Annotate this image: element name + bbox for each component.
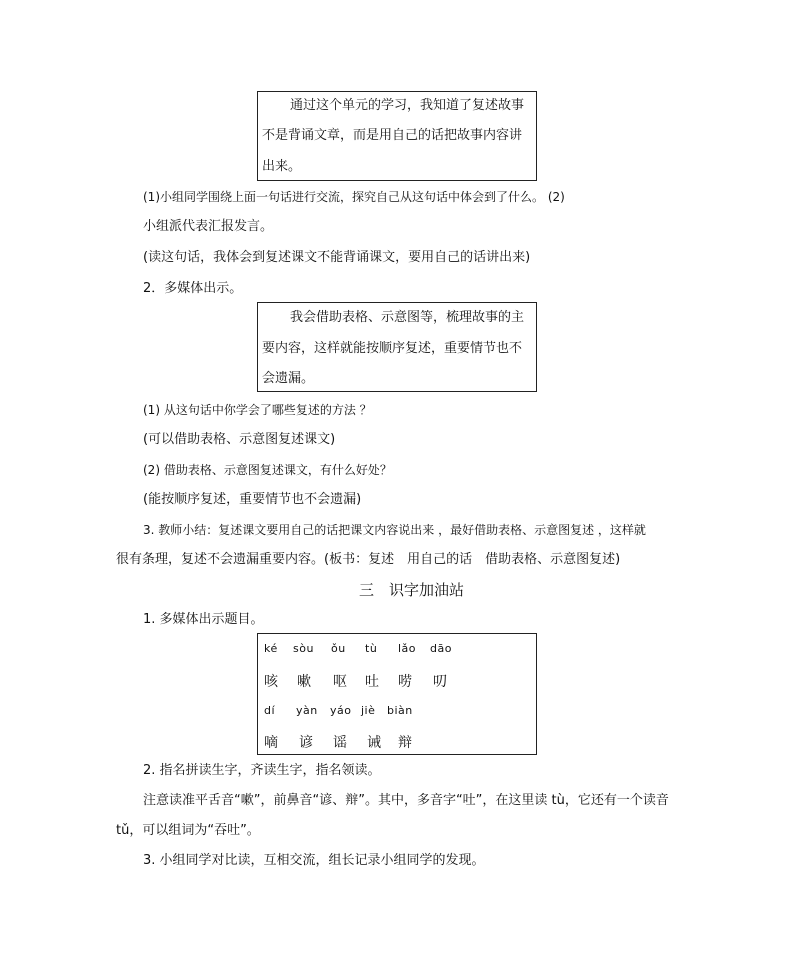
pinyin-item: sòu [293,642,314,655]
hanzi-item: 辩 [398,735,412,751]
hanzi-item: 嘀 [264,735,278,751]
hanzi-item: 谣 [333,735,347,751]
pinyin-item: yáo [330,704,352,717]
pinyin-item: biàn [387,704,413,717]
hanzi-item: 呕 [333,674,347,690]
paragraph-1-line-2: 小组派代表汇报发言。 [143,219,274,234]
pinyin-item: dí [264,704,276,717]
pinyin-item: jiè [361,704,376,717]
summary-line-1: 3. 教师小结：复述课文要用自己的话把课文内容说出来 ，最好借助表格、示意图复述 ，这样就 [143,523,646,537]
question-2: (2) 借助表格、示意图复述课文，有什么好处？ [143,463,392,477]
quote-box-1-line-1: 通过这个单元的学习，我知道了复述故事 [290,98,525,113]
hanzi-item: 咳 [264,674,278,690]
step-1: 1. 多媒体出示题目。 [143,612,264,627]
hanzi-item: 嗽 [297,674,311,690]
step-3: 3. 小组同学对比读，互相交流，组长记录小组同学的发现。 [143,853,485,868]
hanzi-item: 吐 [365,674,379,690]
answer-2: (能按顺序复述，重要情节也不会遗漏) [143,492,362,507]
item-2-heading: 2．多媒体出示。 [143,281,243,296]
quote-box-1-line-2: 不是背诵文章，而是用自己的话把故事内容讲 [262,128,523,143]
step-2: 2. 指名拼读生字，齐读生字，指名领读。 [143,763,381,778]
summary-line-2: 很有条理，复述不会遗漏重要内容。(板书：复述 用自己的话 借助表格、示意图复述) [116,552,621,567]
hanzi-item: 谚 [299,735,313,751]
pinyin-item: yàn [296,704,318,717]
step-2-note-line-1: 注意读准平舌音“嗽”，前鼻音“谚、辩”。其中，多音字“吐”，在这里读 tù，它还有一个读音 [143,793,669,808]
hanzi-item: 叨 [433,674,447,690]
pinyin-item: ké [264,642,278,655]
step-2-note-line-2: tǔ，可以组词为“吞吐”。 [116,823,260,838]
answer-1: (可以借助表格、示意图复述课文) [143,432,336,447]
pinyin-item: lǎo [398,642,417,655]
paragraph-1-line-1: (1)小组同学围绕上面一句话进行交流，探究自己从这句话中体会到了什么。 (2) [143,190,565,204]
section-title: 三 识字加油站 [359,581,465,599]
quote-box-1-line-3: 出来。 [262,159,302,174]
pinyin-item: tù [365,642,378,655]
question-1: (1) 从这句话中你学会了哪些复述的方法 ？ [143,403,372,417]
paragraph-1-answer: (读这句话，我体会到复述课文不能背诵课文，要用自己的话讲出来) [143,250,531,265]
quote-box-2-line-1: 我会借助表格、示意图等，梳理故事的主 [290,310,525,325]
hanzi-item: 诫 [367,735,381,751]
quote-box-2-line-3: 会遗漏。 [262,371,315,386]
hanzi-item: 唠 [398,674,412,690]
pinyin-item: dāo [430,642,452,655]
pinyin-item: ǒu [331,642,346,655]
quote-box-2-line-2: 要内容，这样就能按顺序复述，重要情节也不 [262,341,523,356]
